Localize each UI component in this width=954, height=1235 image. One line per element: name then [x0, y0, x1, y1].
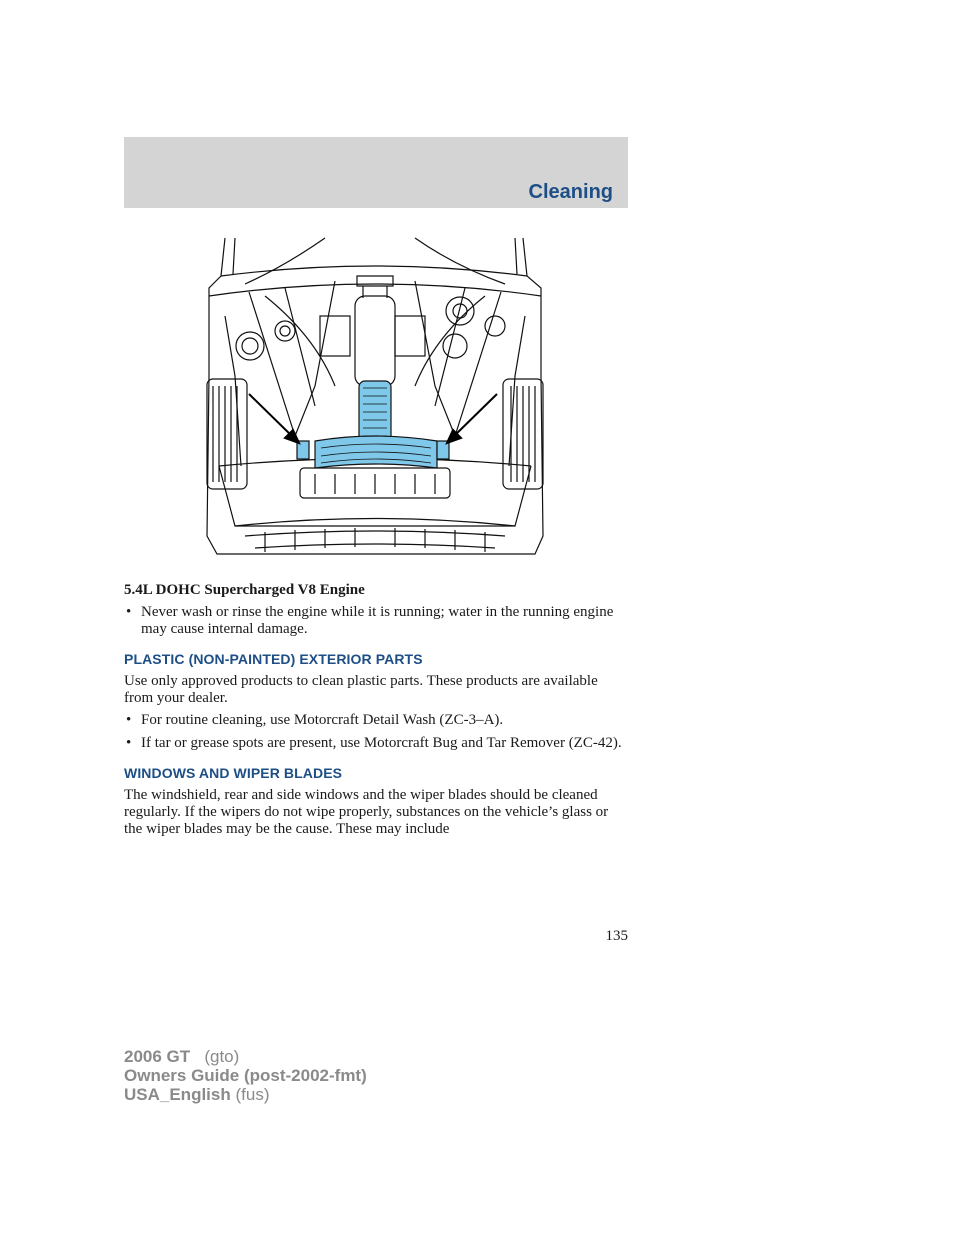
- page-content: [124, 582, 628, 843]
- plastic-bullet-list: [124, 712, 628, 752]
- list-item: [124, 712, 628, 729]
- engine-compartment-figure: [205, 236, 545, 566]
- windows-wipers-body: The windshield, rear and side windows and the wiper blades should be cleaned regularly. If the wipers do not wipe properly, substances on the vehicle’s glass or the wiper blades may be the cause. These may include: [124, 787, 609, 837]
- bullet-icon: •: [126, 735, 132, 751]
- footer-language-code: (fus): [235, 1085, 270, 1104]
- plastic-parts-heading: PLASTIC (NON-PAINTED) EXTERIOR PARTS: [124, 651, 423, 667]
- footer-guide-name: Owners Guide (post-2002-fmt): [124, 1066, 367, 1085]
- list-item: [124, 604, 628, 638]
- bullet-text: For routine cleaning, use Motorcraft Detail Wash (ZC-3–A).: [141, 712, 504, 728]
- bullet-text: Never wash or rinse the engine while it is running; water in the running engine may cause internal damage.: [141, 604, 614, 637]
- list-item: [124, 735, 628, 752]
- bullet-icon: •: [126, 712, 132, 728]
- plastic-parts-intro: Use only approved products to clean plastic parts. These products are available from your dealer.: [124, 673, 598, 706]
- footer-language: USA_English: [124, 1085, 231, 1104]
- engine-bullet-list: [124, 604, 628, 638]
- section-header-band: [124, 137, 628, 208]
- bullet-text: If tar or grease spots are present, use Motorcraft Bug and Tar Remover (ZC-42).: [141, 735, 622, 751]
- page-number: 135: [605, 928, 628, 944]
- windows-wipers-heading: WINDOWS AND WIPER BLADES: [124, 765, 343, 781]
- section-title: Cleaning: [528, 181, 613, 203]
- footer-model: 2006 GT: [124, 1047, 191, 1066]
- engine-compartment-illustration: [205, 236, 545, 566]
- figure-caption: 5.4L DOHC Supercharged V8 Engine: [124, 582, 365, 598]
- document-footer: [124, 1047, 367, 1104]
- footer-model-code: (gto): [204, 1047, 240, 1066]
- bullet-icon: •: [126, 604, 132, 620]
